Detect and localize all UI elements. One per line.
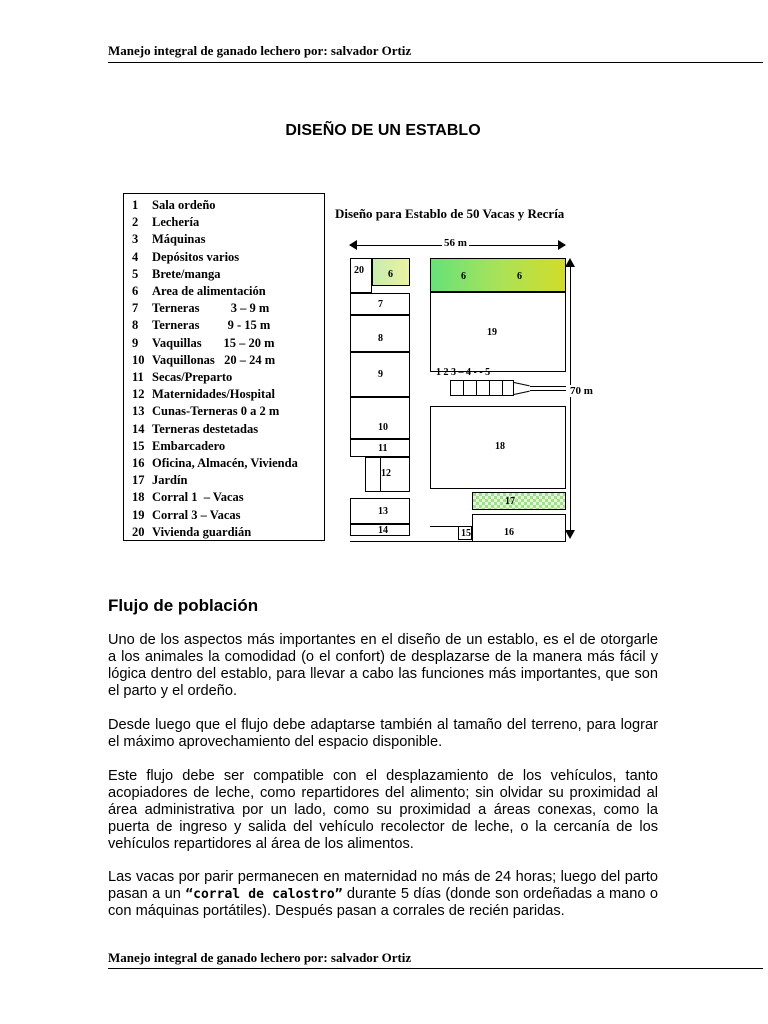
chute-line	[530, 386, 566, 387]
paragraph-4	[108, 869, 658, 920]
paragraph-4-emphasis: “corral de calostro”	[185, 887, 343, 902]
legend-label: Vaquillonas 20 – 24 m	[152, 352, 276, 367]
arrow-down-icon	[565, 530, 575, 539]
area-16: 16	[472, 514, 566, 542]
legend-number: 2	[132, 215, 139, 230]
area-20: 20	[350, 258, 372, 293]
area-12-divider	[380, 457, 381, 492]
height-label: 70 m	[570, 385, 593, 397]
area-6-main: 6 6	[430, 258, 566, 292]
paragraph-4-end: durante 5 días (donde son ordeñadas a mano o con máquinas portátiles). Después pasan a corrales de recién paridas.	[108, 886, 658, 919]
legend-number: 12	[132, 387, 145, 402]
legend-number: 4	[132, 249, 139, 264]
area-11: 11	[350, 439, 410, 457]
legend-label: Embarcadero	[152, 438, 226, 453]
legend-label: Corral 3 – Vacas	[152, 507, 241, 522]
parlor-divider	[502, 380, 503, 396]
legend-number: 18	[132, 490, 145, 505]
running-footer: Manejo integral de ganado lechero por: salvador Ortiz	[108, 950, 412, 965]
area-18: 18	[430, 406, 566, 489]
legend-row	[132, 317, 270, 334]
area-7: 7	[350, 293, 410, 315]
legend-row	[132, 524, 251, 541]
legend-row	[132, 300, 269, 317]
header-rule	[108, 62, 763, 63]
plan-bottom-edge	[350, 541, 566, 542]
paragraph-1: Uno de los aspectos más importantes en el diseño de un establo, es el de otorgarle a los animales la comodidad (o el confort) de desplazarse de la manera más fácil y lógica dentro del establo, para llevar a cabo las funciones más importantes, que son el parto y el ordeño.	[108, 632, 658, 699]
footer-rule	[108, 968, 763, 969]
arrow-left-icon	[349, 240, 357, 250]
legend-row	[132, 455, 298, 472]
legend-row	[132, 266, 221, 283]
legend-number: 19	[132, 507, 145, 522]
legend-label: Sala ordeño	[152, 198, 216, 212]
legend-label: Maternidades/Hospital	[152, 387, 275, 402]
legend-row	[132, 214, 199, 231]
area-13: 13	[350, 498, 410, 524]
arrow-right-icon	[558, 240, 566, 250]
area-19: 19	[430, 292, 566, 372]
running-header: Manejo integral de ganado lechero por: salvador Ortiz	[108, 43, 412, 58]
legend-number: 8	[132, 318, 139, 333]
legend-label: Depósitos varios	[152, 249, 240, 264]
legend-label: Cunas-Terneras 0 a 2 m	[152, 404, 280, 419]
legend-number: 14	[132, 421, 145, 436]
legend-label: Máquinas	[152, 232, 206, 247]
legend-label: Area de alimentación	[152, 284, 266, 298]
legend-row	[132, 369, 232, 386]
legend-number: 15	[132, 438, 145, 453]
legend-number: 10	[132, 352, 145, 367]
legend-number: 20	[132, 524, 145, 539]
arrow-up-icon	[565, 258, 575, 267]
legend-label: Jardín	[152, 473, 188, 488]
area-8: 8	[350, 315, 410, 352]
paragraph-2: Desde luego que el flujo debe adaptarse también al tamaño del terreno, para lograr el máximo aprovechamiento del espacio disponible.	[108, 717, 658, 750]
legend-row	[132, 386, 275, 403]
legend-number: 9	[132, 335, 139, 350]
legend-box	[123, 193, 325, 541]
parlor-divider	[463, 380, 464, 396]
legend-number: 3	[132, 232, 139, 247]
legend-row	[132, 197, 216, 214]
legend-label: Lechería	[152, 215, 200, 230]
paragraph-3: Este flujo debe ser compatible con el desplazamiento de los vehículos, tanto acopiadores de leche, como repartidores del alimento; sin olvidar su proximidad al área administrativa por un lado, como su proximidad a áreas conexas, como la puerta de ingreso y salida del vehículo recolector de leche, o la cercanía de los vehículos repartidores al área de los alimentos.	[108, 768, 658, 852]
chute-line	[530, 390, 566, 391]
diagram-title: Diseño para Establo de 50 Vacas y Recría	[335, 206, 565, 221]
legend-label: Brete/manga	[152, 266, 221, 281]
legend-number: 6	[132, 284, 139, 298]
area-6-small: 6	[372, 258, 410, 286]
legend-label: Corral 1 – Vacas	[152, 490, 244, 505]
legend-row	[132, 249, 239, 266]
legend-number: 5	[132, 266, 139, 281]
legend-label: Terneras 9 - 15 m	[152, 318, 271, 333]
legend-number: 11	[132, 370, 144, 384]
legend-number: 16	[132, 456, 145, 470]
width-label: 56 m	[444, 237, 467, 249]
legend-label: Terneras destetadas	[152, 421, 259, 436]
parlor-labels: 1 2 3 – 4 - - 5	[436, 367, 491, 378]
paragraph-4-start: Las vacas por parir permanecen en maternidad no más de 24 horas; luego del parto pasan a un	[108, 869, 658, 902]
legend-row	[132, 231, 206, 248]
legend-label: Oficina, Almacén, Vivienda	[152, 456, 298, 470]
milking-parlor	[450, 380, 514, 396]
legend-row	[132, 335, 274, 352]
legend-row	[132, 507, 241, 524]
legend-row	[132, 489, 244, 506]
parlor-divider	[489, 380, 490, 396]
legend-label: Vivienda guardián	[152, 524, 252, 539]
document-title: DISEÑO DE UN ESTABLO	[285, 122, 481, 139]
area-9: 9	[350, 352, 410, 397]
area-15: 15	[458, 526, 472, 540]
legend-row	[132, 352, 275, 369]
area-14: 14	[350, 524, 410, 536]
chute-line	[514, 391, 530, 395]
legend-row	[132, 438, 225, 455]
legend-row	[132, 421, 258, 438]
legend-number: 7	[132, 301, 139, 316]
legend-number: 13	[132, 404, 145, 419]
height-dimension-line	[570, 262, 571, 537]
section-heading: Flujo de población	[108, 596, 259, 615]
legend-label: Vaquillas 15 – 20 m	[152, 335, 275, 350]
area-10: 10	[350, 397, 410, 439]
legend-label: Terneras 3 – 9 m	[152, 301, 270, 316]
parlor-divider	[476, 380, 477, 396]
area-12: 12	[365, 457, 410, 492]
legend-number: 17	[132, 473, 145, 488]
legend-row	[132, 472, 187, 489]
legend-row	[132, 283, 266, 300]
legend-row	[132, 403, 279, 420]
legend-number: 1	[132, 198, 139, 212]
chute-line	[514, 382, 530, 386]
gate-line	[430, 526, 458, 527]
area-17: 17	[472, 492, 566, 510]
legend-label: Secas/Preparto	[152, 370, 233, 384]
